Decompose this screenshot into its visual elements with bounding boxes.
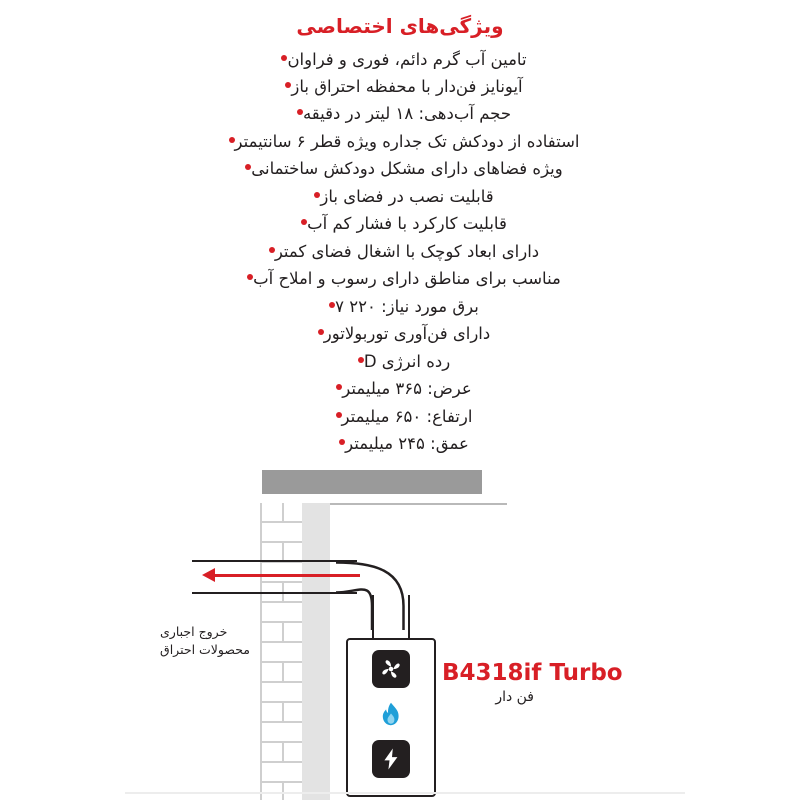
model-subtitle: فن دار — [495, 689, 534, 705]
features-list — [0, 48, 800, 455]
bottom-divider — [125, 792, 685, 794]
left-arrow-head-icon — [202, 568, 215, 582]
feature-text: قابلیت نصب در فضای باز — [320, 186, 494, 206]
list-item — [0, 405, 800, 427]
list-item — [0, 130, 800, 152]
list-item — [0, 433, 800, 455]
list-item — [0, 75, 800, 97]
list-item — [0, 323, 800, 345]
flue-pipe-vertical — [372, 595, 410, 640]
feature-text: دارای فن‌آوری توربولاتور — [323, 324, 491, 344]
list-item — [0, 213, 800, 235]
list-item — [0, 268, 800, 290]
feature-text: حجم آب‌دهی: ۱۸ لیتر در دقیقه — [302, 104, 512, 124]
flame-icon — [372, 696, 410, 734]
bolt-icon — [372, 740, 410, 778]
feature-text: مناسب برای مناطق دارای رسوب و املاح آب — [253, 269, 561, 289]
features-title: ویژگی‌های اختصاصی — [296, 14, 504, 38]
exit-label-line1: خروج اجباری — [160, 624, 228, 639]
feature-text: ارتفاع: ۶۵۰ میلیمتر — [341, 406, 473, 426]
ceiling-slab — [262, 470, 482, 494]
exit-label-line2: محصولات احتراق — [160, 642, 250, 658]
list-item — [0, 295, 800, 317]
list-item — [0, 158, 800, 180]
feature-text: رده انرژی D — [363, 351, 451, 371]
model-name: B4318if Turbo — [442, 660, 623, 686]
list-item — [0, 378, 800, 400]
list-item — [0, 103, 800, 125]
feature-text: آیونایز فن‌دار با محفظه احتراق باز — [291, 77, 523, 96]
diagram-canvas — [150, 455, 670, 800]
fan-icon — [372, 650, 410, 688]
list-item — [0, 350, 800, 372]
feature-text: استفاده از دودکش تک جداره ویژه قطر ۶ سانتیمتر — [234, 131, 580, 151]
feature-text: تامین آب گرم دائم، فوری و فراوان — [287, 49, 527, 69]
installation-diagram — [0, 455, 800, 800]
feature-text: عرض: ۳۶۵ میلیمتر — [342, 379, 472, 399]
feature-text: برق مورد نیاز: ۲۲۰ ۷ — [335, 296, 479, 316]
list-item — [0, 48, 800, 70]
brick-wall — [260, 503, 306, 800]
list-item — [0, 185, 800, 207]
chimney-shaft — [302, 503, 330, 800]
feature-text: قابلیت کارکرد با فشار کم آب — [307, 214, 507, 234]
exit-label — [160, 623, 258, 659]
left-arrow-icon — [212, 574, 360, 577]
list-item — [0, 240, 800, 262]
feature-text: ویژه فضاهای دارای مشکل دودکش ساختمانی — [251, 159, 563, 179]
flue-pipe-horizontal — [192, 560, 357, 594]
water-heater-body — [346, 638, 436, 797]
feature-text: عمق: ۲۴۵ میلیمتر — [345, 434, 469, 454]
feature-text: دارای ابعاد کوچک با اشغال فضای کمتر — [274, 241, 540, 261]
